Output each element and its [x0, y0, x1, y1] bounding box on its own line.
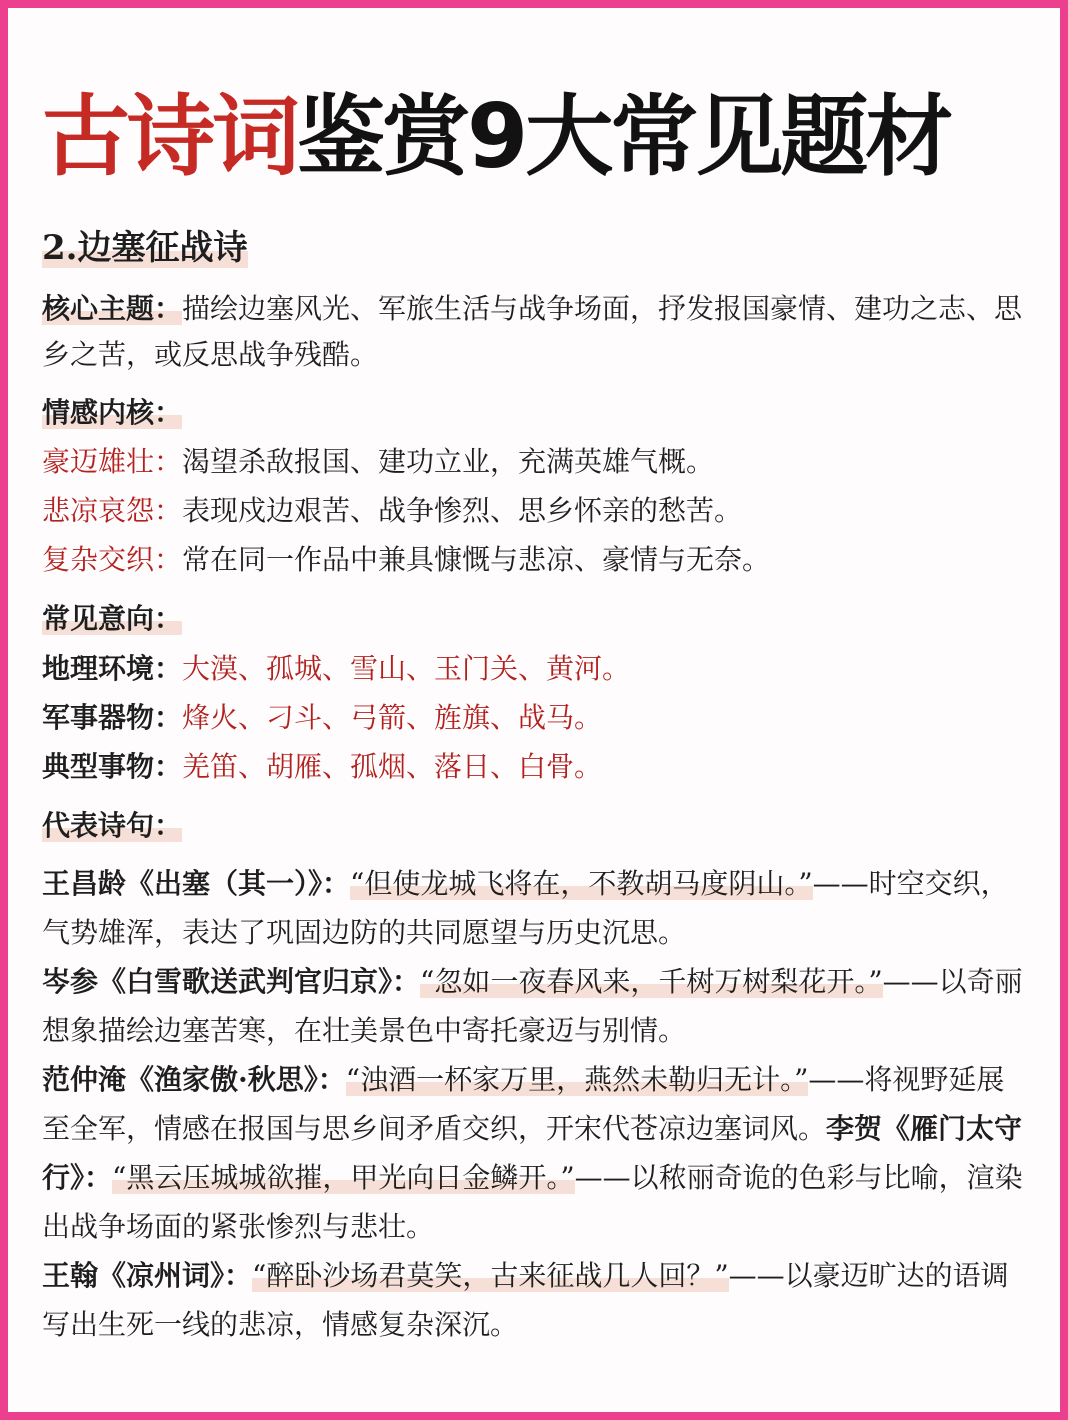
poem-note: ——以秾丽奇诡的色彩与比喻，渲染出战争场面的紧张惨烈与悲壮。 [42, 1161, 1023, 1243]
emotion-item [42, 438, 1032, 486]
poem-entry [42, 1251, 1032, 1349]
emotion-item [42, 487, 1032, 535]
emotion-item-text: 常在同一作品中兼具慷慨与悲凉、豪情与无奈。 [182, 543, 771, 576]
imagery-item-text: 烽火、刁斗、弓箭、旌旗、战马。 [182, 701, 603, 734]
emotion-item-label: 复杂交织： [42, 543, 183, 576]
poem-author: 王昌龄《出塞（其一）》： [42, 867, 351, 900]
emotion-item [42, 536, 1032, 584]
emotion-item-text: 渴望杀敌报国、建功立业，充满英雄气概。 [182, 445, 715, 478]
poem-note: ——以奇丽想象描绘边塞苦寒，在壮美景色中寄托豪迈与别情。 [42, 965, 1023, 1047]
poems-header-label: 代表诗句： [42, 809, 183, 842]
core-theme-text: 描绘边塞风光、军旅生活与战争场面，抒发报国豪情、建功之志、思乡之苦，或反思战争残酷。 [42, 292, 1023, 371]
poem-note: ——以豪迈旷达的语调写出生死一线的悲凉，情感复杂深沉。 [42, 1259, 1009, 1341]
emotion-header [42, 390, 1032, 436]
emotion-item-label: 悲凉哀怨： [42, 494, 183, 527]
poem-entry [42, 957, 1032, 1055]
poem-author: 范仲淹《渔家傲·秋思》： [42, 1063, 346, 1096]
emotion-header-label: 情感内核： [42, 396, 183, 429]
poem-quote: “黑云压城城欲摧，甲光向日金鳞开。” [112, 1161, 575, 1194]
emotion-item-label: 豪迈雄壮： [42, 445, 183, 478]
section-title: 2.边塞征战诗 [42, 228, 248, 268]
section-heading [42, 224, 1032, 272]
poem-note: ——将视野延展至全军，情感在报国与思乡间矛盾交织，开宋代苍凉边塞词风。 [42, 1063, 1005, 1145]
poem-quote: “浊酒一杯家万里，燕然未勒归无计。” [345, 1063, 809, 1096]
core-theme-label: 核心主题： [42, 292, 183, 325]
imagery-header [42, 596, 1032, 642]
core-theme [42, 286, 1032, 378]
imagery-item-text: 大漠、孤城、雪山、玉门关、黄河。 [182, 652, 631, 685]
imagery-item-text: 羌笛、胡雁、孤烟、落日、白骨。 [182, 750, 603, 783]
poem-note: ——时空交织，气势雄浑，表达了巩固边防的共同愿望与历史沉思。 [42, 867, 1009, 949]
content-card [8, 8, 1060, 1412]
poem-quote: “忽如一夜春风来，千树万树梨花开。” [420, 965, 883, 998]
imagery-item [42, 743, 1032, 791]
poem-entry [42, 1055, 1032, 1251]
poem-quote: “但使龙城飞将在，不教胡马度阴山。” [350, 867, 813, 900]
poem-author: 岑参《白雪歌送武判官归京》： [42, 965, 421, 998]
poems-header [42, 803, 1032, 849]
imagery-item [42, 694, 1032, 742]
imagery-header-label: 常见意向： [42, 602, 183, 635]
poem-entry [42, 859, 1032, 957]
title-part-red: 古诗词 [42, 85, 298, 188]
imagery-item-label: 军事器物： [42, 701, 183, 734]
title-part-black: 鉴赏9大常见题材 [297, 85, 951, 188]
poem-quote: “醉卧沙场君莫笑，古来征战几人回？” [252, 1259, 729, 1292]
imagery-item [42, 645, 1032, 693]
poem-author: 李贺《雁门太守行》： [42, 1112, 1023, 1194]
poem-author: 王翰《凉州词》： [42, 1259, 253, 1292]
emotion-item-text: 表现戍边艰苦、战争惨烈、思乡怀亲的愁苦。 [182, 494, 743, 527]
imagery-item-label: 典型事物： [42, 750, 183, 783]
page-title [42, 78, 950, 196]
imagery-item-label: 地理环境： [42, 652, 183, 685]
